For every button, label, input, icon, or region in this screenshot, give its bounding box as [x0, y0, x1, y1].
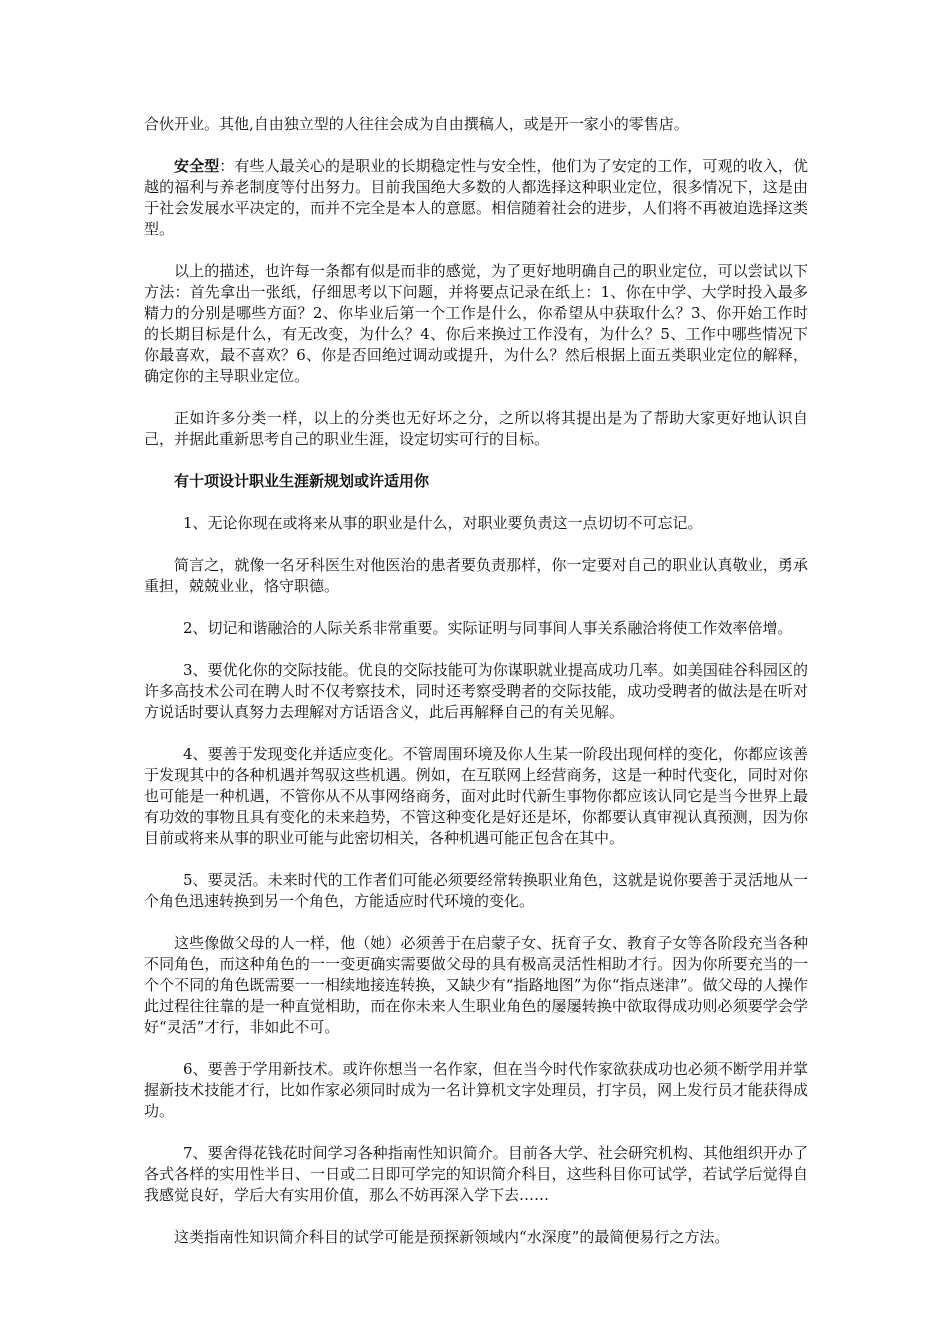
paragraph-self-employment-continued: 合伙开业。其他,自由独立型的人往往会成为自由撰稿人，或是开一家小的零售店。 — [144, 115, 689, 133]
document-page — [144, 114, 808, 1269]
security-type-text: ：有些人最关心的是职业的长期稳定性与安全性，他们为了安定的工作，可观的收入，优越的福利与养老制度等付出努力。目前我国绝大多数的人都选择这种职业定位，很多情况下，这是由于社会发展水平决定的，而并不完全是本人的意愿。相信随着社会的进步，人们将不再被迫选择这类型。 — [144, 157, 808, 238]
section-heading: 有十项设计职业生涯新规划或许适用你 — [174, 472, 430, 490]
paragraph-item-7-explanation: 这类指南性知识简介科目的试学可能是预探新领域内“水深度”的最简便易行之方法。 — [174, 1228, 730, 1246]
paragraph-item-2: 2、切记和谐融洽的人际关系非常重要。实际证明与同事间人事关系融洽将使工作效率倍增。 — [183, 619, 793, 637]
paragraph-security-type — [144, 156, 808, 240]
paragraph-item-1: 1、无论你现在或将来从事的职业是什么，对职业要负责这一点切切不可忘记。 — [183, 514, 703, 532]
paragraph-item-5-explanation: 这些像做父母的人一样，他（她）必须善于在启蒙子女、抚育子女、教育子女等各阶段充当各种不同角色，而这种角色的一一变更确实需要做父母的具有极高灵活性相助才行。因为你所要充当的一个个不同的角色既需要一一相续地接连转换，又缺少有“指路地图”为你“指点迷津”。做父母的人操作此过程往往靠的是一种直觉相助，而在你未来人生职业角色的屡屡转换中欲取得成功则必须要学会学好“灵活”才行，非如此不可。 — [144, 934, 808, 1036]
paragraph-item-4: 4、要善于发现变化并适应变化。不管周围环境及你人生某一阶段出现何样的变化，你都应该善于发现其中的各种机遇并驾驭这些机遇。例如，在互联网上经营商务，这是一种时代变化，同时对你也可能是一种机遇，不管你从不从事网络商务，面对此时代新生事物你都应该认同它是当今世界上最有功效的事物且具有变化的未来趋势，不管这种变化是好还是坏，你都要认真审视认真预测，因为你目前或将来从事的职业可能与此密切相关，各种机遇可能正包含在其中。 — [144, 745, 808, 847]
paragraph-item-3: 3、要优化你的交际技能。优良的交际技能可为你谋职就业提高成功几率。如美国硅谷科园区的许多高技术公司在聘人时不仅考察技术，同时还考察受聘者的交际技能，成功受聘者的做法是在听对方说话时要认真努力去理解对方话语含义，此后再解释自己的有关见解。 — [144, 661, 808, 721]
paragraph-classification-note: 正如许多分类一样，以上的分类也无好坏之分，之所以将其提出是为了帮助大家更好地认识自己，并据此重新思考自己的职业生涯，设定切实可行的目标。 — [144, 409, 808, 448]
paragraph-item-5: 5、要灵活。未来时代的工作者们可能必须要经常转换职业角色，这就是说你要善于灵活地从一个角色迅速转换到另一个角色，方能适应时代环境的变化。 — [144, 871, 808, 910]
paragraph-item-7: 7、要舍得花钱花时间学习各种指南性知识简介。目前各大学、社会研究机构、其他组织开办了各式各样的实用性半日、一日或二日即可学完的知识简介科目，这些科目你可试学，若试学后觉得自我感觉良好，学后大有实用价值，那么不妨再深入学下去…… — [144, 1144, 808, 1204]
paragraph-item-1-explanation: 简言之，就像一名牙科医生对他医治的患者要负责那样，你一定要对自己的职业认真敬业，勇承重担，兢兢业业，恪守职德。 — [144, 556, 808, 595]
paragraph-self-assessment-method: 以上的描述，也许每一条都有似是而非的感觉，为了更好地明确自己的职业定位，可以尝试以下方法：首先拿出一张纸，仔细思考以下问题，并将要点记录在纸上：1、你在中学、大学时投入最多精力的分别是哪些方面？2、你毕业后第一个工作是什么，你希望从中获取什么？3、你开始工作时的长期目标是什么，有无改变，为什么？4、你后来换过工作没有，为什么？5、工作中哪些情况下你最喜欢，最不喜欢？6、你是否回绝过调动或提升，为什么？然后根据上面五类职业定位的解释，确定你的主导职业定位。 — [144, 262, 808, 385]
security-type-label: 安全型 — [174, 157, 220, 175]
paragraph-item-6: 6、要善于学用新技术。或许你想当一名作家，但在当今时代作家欲获成功也必须不断学用并掌握新技术技能才行，比如作家必须同时成为一名计算机文字处理员，打字员，网上发行员才能获得成功。 — [144, 1060, 808, 1120]
